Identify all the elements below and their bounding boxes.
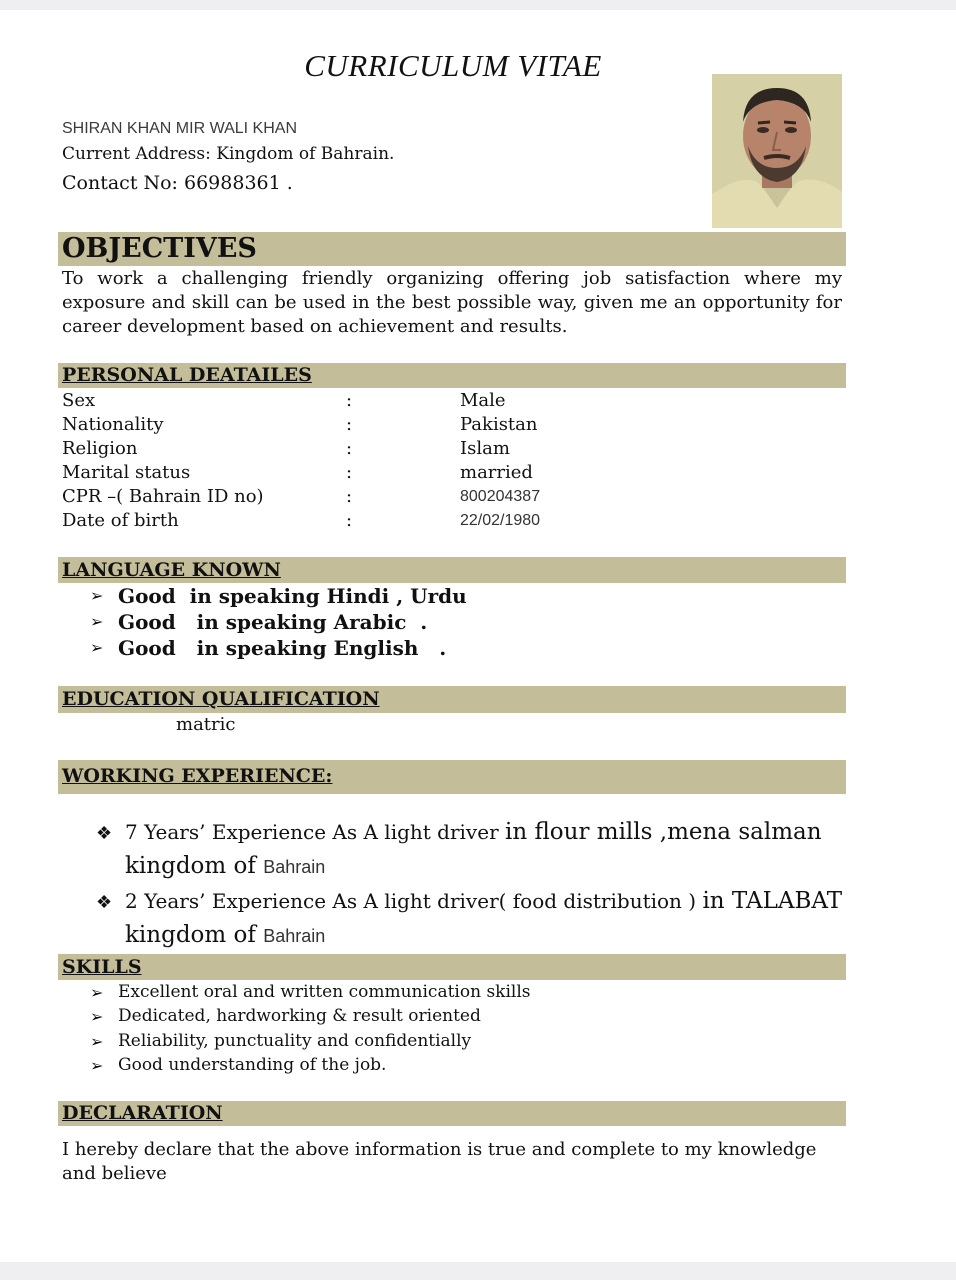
personal-value: Pakistan [460, 414, 538, 435]
language-heading: LANGUAGE KNOWN [62, 559, 281, 581]
personal-label: Nationality [62, 414, 164, 435]
diamond-bullet-icon: ❖ [96, 823, 113, 844]
language-section-bar [58, 557, 846, 583]
experience-heading: WORKING EXPERIENCE: [62, 765, 333, 787]
language-item: Good in speaking English . [118, 636, 447, 660]
contact-number: Contact No: 66988361 . [62, 172, 293, 194]
experience-role: 7 Years’ Experience As A light driver [125, 820, 505, 844]
skill-item: Reliability, punctuality and confidentially [118, 1031, 472, 1051]
experience-employer: in flour mills ,mena salman [504, 819, 822, 845]
personal-label: Sex [62, 390, 96, 411]
skill-item: Dedicated, hardworking & result oriented [118, 1006, 481, 1026]
experience-item-line [125, 819, 822, 845]
arrow-bullet-icon: ➢ [90, 983, 104, 1002]
personal-colon: : [346, 510, 353, 531]
personal-colon: : [346, 486, 353, 507]
skills-heading: SKILLS [62, 956, 142, 978]
cv-page [0, 10, 956, 1262]
personal-value: 22/02/1980 [460, 512, 541, 529]
personal-colon: : [346, 414, 353, 435]
declaration-text: I hereby declare that the above information is true and complete to my knowledge and believe [62, 1139, 817, 1184]
personal-label: Marital status [62, 462, 191, 483]
objectives-heading: OBJECTIVES [62, 233, 257, 264]
objectives-text: To work a challenging friendly organizing offering job satisfaction where my exposure and skill can be used in the best possible way, given me an opportunity for career development based on achievement and results. [62, 268, 842, 337]
experience-section-bar [58, 760, 846, 794]
arrow-bullet-icon: ➢ [90, 612, 104, 631]
arrow-bullet-icon: ➢ [90, 1032, 104, 1051]
personal-value: Male [460, 390, 506, 411]
skill-item: Excellent oral and written communication skills [118, 982, 531, 1002]
experience-country: Bahrain [263, 857, 326, 877]
current-address: Current Address: Kingdom of Bahrain. [62, 144, 395, 164]
personal-colon: : [346, 462, 353, 483]
applicant-name: SHIRAN KHAN MIR WALI KHAN [62, 120, 297, 137]
experience-item-line [125, 888, 842, 914]
arrow-bullet-icon: ➢ [90, 586, 104, 605]
declaration-heading: DECLARATION [62, 1102, 223, 1124]
personal-value: 800204387 [460, 488, 541, 505]
diamond-bullet-icon: ❖ [96, 892, 113, 913]
language-item: Good in speaking Hindi , Urdu [118, 584, 467, 608]
personal-colon: : [346, 390, 353, 411]
experience-role: 2 Years’ Experience As A light driver( food distribution ) [125, 889, 703, 913]
skill-item: Good understanding of the job. [118, 1055, 387, 1075]
education-heading: EDUCATION QUALIFICATION [62, 688, 380, 710]
experience-employer: in TALABAT [702, 888, 843, 914]
skills-section-bar [58, 954, 846, 980]
arrow-bullet-icon: ➢ [90, 1056, 104, 1075]
education-value: matric [176, 714, 236, 735]
personal-value: married [460, 462, 533, 483]
experience-item-line [125, 922, 325, 948]
personal-label: Religion [62, 438, 138, 459]
arrow-bullet-icon: ➢ [90, 1007, 104, 1026]
experience-country: Bahrain [263, 926, 326, 946]
objectives-section-bar [58, 232, 846, 266]
language-item: Good in speaking Arabic . [118, 610, 428, 634]
personal-label: CPR –( Bahrain ID no) [62, 486, 264, 507]
personal-section-bar [58, 363, 846, 388]
education-section-bar [58, 686, 846, 713]
experience-location: kingdom of [125, 922, 264, 948]
personal-colon: : [346, 438, 353, 459]
personal-value: Islam [460, 438, 510, 459]
arrow-bullet-icon: ➢ [90, 638, 104, 657]
experience-location: kingdom of [125, 853, 264, 879]
experience-item-line [125, 853, 325, 879]
declaration-section-bar [58, 1101, 846, 1126]
document-title: CURRICULUM VITAE [304, 48, 602, 83]
personal-label: Date of birth [62, 510, 179, 531]
personal-heading: PERSONAL DEATAILES [62, 364, 312, 386]
profile-photo [712, 74, 842, 228]
